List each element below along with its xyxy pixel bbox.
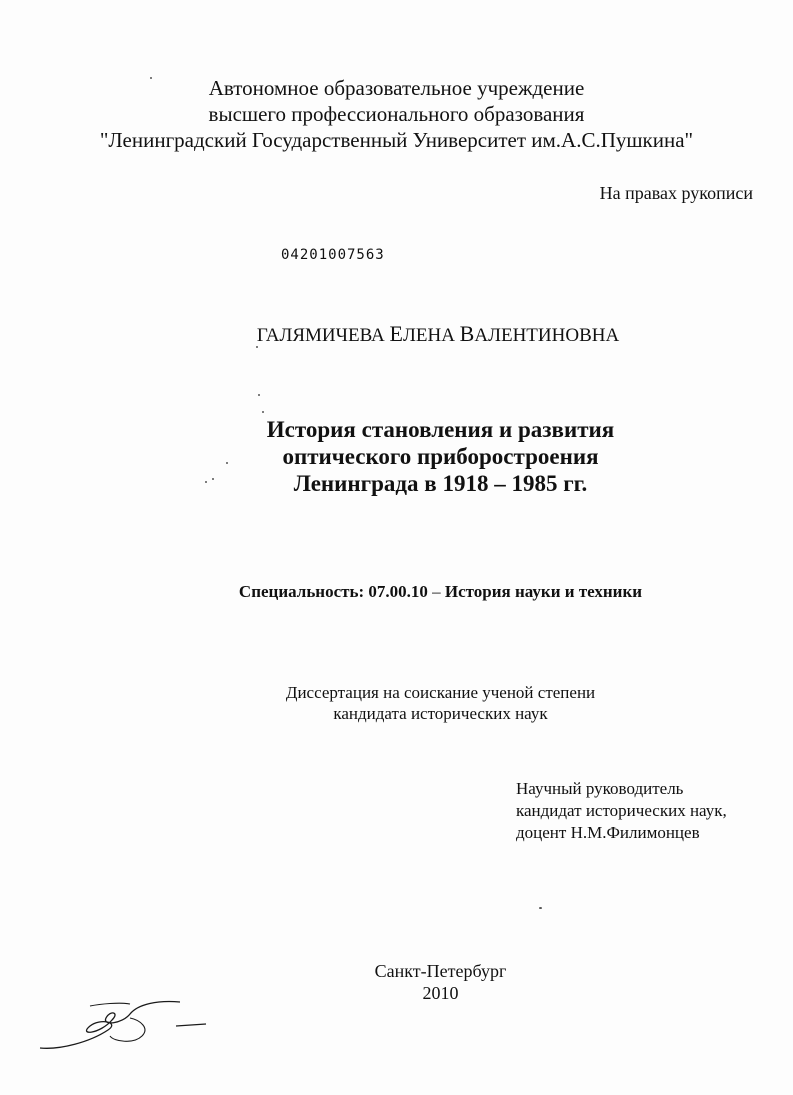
author-first-initial: Е	[389, 321, 403, 346]
scan-speck	[262, 411, 264, 413]
scan-speck	[150, 77, 152, 79]
scan-speck	[539, 907, 542, 909]
scan-speck	[212, 478, 214, 480]
scan-speck	[205, 481, 207, 483]
specialty-name: История науки и техники	[444, 582, 643, 601]
scan-speck	[258, 394, 260, 396]
specialty-dash: –	[427, 582, 445, 601]
title-line-2: оптического приборостроения	[282, 444, 599, 469]
scan-speck	[226, 462, 228, 464]
title-line-1: История становления и развития	[266, 417, 615, 442]
title-line-3: Ленинграда в 1918 – 1985 гг.	[293, 471, 588, 496]
signature-mark	[30, 990, 210, 1060]
author-surname: ГАЛЯМИЧЕВА	[256, 325, 385, 346]
author-patronymic-initial: В	[459, 321, 475, 346]
city: Санкт-Петербург	[374, 961, 507, 981]
author-first-rest: ЛЕНА	[402, 325, 455, 346]
author-patronymic-rest: АЛЕНТИНОВНА	[474, 325, 620, 346]
manuscript-note: На правах рукописи	[599, 183, 753, 203]
institution-line-1: Автономное образовательное учреждение	[208, 76, 585, 100]
dissertation-line-2: кандидата исторических наук	[333, 704, 548, 723]
supervisor-line-1: Научный руководитель	[516, 779, 684, 798]
record-code: 04201007563	[281, 247, 385, 263]
supervisor-line-3: доцент Н.М.Филимонцев	[516, 823, 700, 842]
scan-speck	[256, 346, 258, 348]
year: 2010	[422, 983, 459, 1003]
specialty-label: Специальность: 07.00.10	[238, 582, 428, 601]
institution-line-2: высшего профессионального образования	[208, 102, 585, 126]
supervisor-line-2: кандидат исторических наук,	[516, 801, 727, 820]
dissertation-line-1: Диссертация на соискание ученой степени	[285, 683, 596, 702]
author-name	[0, 321, 793, 347]
specialty	[44, 582, 793, 602]
institution-line-3: "Ленинградский Государственный Университет им.А.С.Пушкина"	[99, 128, 694, 152]
